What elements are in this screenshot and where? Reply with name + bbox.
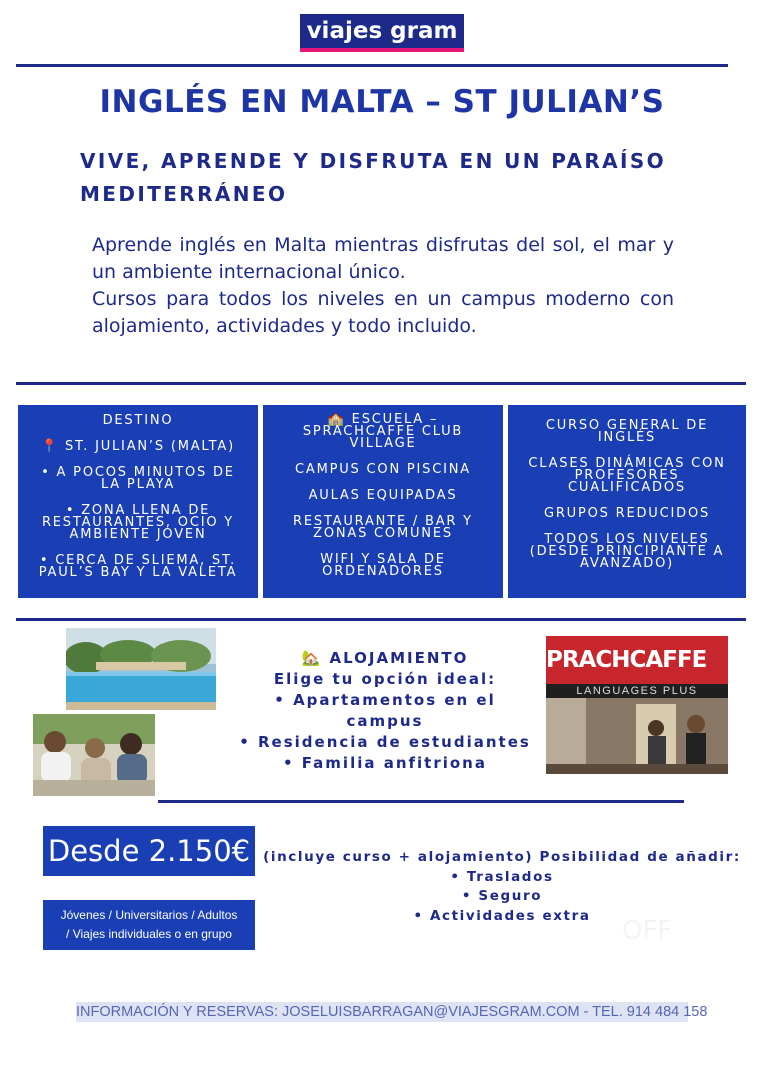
curso-item: CLASES DINÁMICAS CON bbox=[528, 456, 726, 471]
escuela-item: WIFI Y SALA DE bbox=[320, 552, 446, 567]
section-divider bbox=[158, 800, 684, 803]
contact-footer: INFORMACIÓN Y RESERVAS: JOSELUISBARRAGAN@VIAJESGRAM.COM - TEL. 914 484 158 bbox=[76, 1004, 708, 1020]
price-box: Desde 2.150€ bbox=[43, 826, 255, 876]
subtitle-line: VIVE, APRENDE Y DISFRUTA EN UN PARAÍSO bbox=[80, 149, 667, 173]
brand-logo bbox=[300, 14, 464, 52]
alojamiento-section bbox=[230, 648, 540, 774]
destino-item: • A POCOS MINUTOS DE bbox=[41, 465, 235, 480]
intro-text bbox=[92, 232, 674, 340]
escuela-item: ZONAS COMUNES bbox=[313, 526, 453, 541]
pool-photo-image bbox=[66, 628, 216, 710]
escuela-heading: 🏫 ESCUELA – bbox=[327, 412, 439, 427]
curso-item: PROFESORES bbox=[574, 468, 680, 483]
school-sign-subtext: LANGUAGES PLUS bbox=[546, 684, 728, 698]
pool-photo bbox=[66, 628, 216, 710]
logo-text: viajes gram bbox=[306, 18, 458, 44]
page-title: INGLÉS EN MALTA – ST JULIAN’S bbox=[99, 84, 665, 120]
alojamiento-option: • Apartamentos en el bbox=[274, 691, 496, 709]
alojamiento-option: • Familia anfitriona bbox=[283, 754, 487, 772]
school-courtyard-image bbox=[546, 698, 728, 774]
students-photo-image bbox=[33, 714, 155, 796]
subtitle-line: MEDITERRÁNEO bbox=[80, 182, 288, 206]
extras-item: • Actividades extra bbox=[413, 907, 591, 924]
destino-item: AMBIENTE JOVEN bbox=[69, 527, 207, 542]
destino-item: PAUL’S BAY Y LA VALETA bbox=[38, 565, 238, 580]
intro-paragraph: Aprende inglés en Malta mientras disfrutas del sol, el mar y un ambiente internacional único. bbox=[92, 234, 674, 283]
top-divider bbox=[16, 64, 728, 67]
escuela-item: RESTAURANTE / BAR Y bbox=[293, 514, 473, 529]
extras-section bbox=[262, 848, 742, 926]
students-photo bbox=[33, 714, 155, 796]
extras-item: • Seguro bbox=[461, 888, 543, 904]
extras-intro: (incluye curso + alojamiento) Posibilidad de añadir: bbox=[263, 849, 741, 865]
school-photo bbox=[546, 636, 728, 774]
escuela-heading: SPRACHCAFFE CLUB bbox=[302, 424, 464, 439]
destino-item: • ZONA LLENA DE bbox=[65, 503, 211, 518]
page-subtitle bbox=[80, 145, 720, 211]
curso-heading: INGLÉS bbox=[597, 430, 657, 445]
escuela-box bbox=[263, 405, 503, 598]
audience-box bbox=[43, 900, 255, 950]
curso-item: TODOS LOS NIVELES bbox=[544, 532, 710, 547]
alojamiento-heading: 🏡 ALOJAMIENTO bbox=[301, 649, 469, 667]
intro-paragraph: Cursos para todos los niveles en un campus moderno con alojamiento, actividades y todo incluido. bbox=[92, 288, 674, 337]
curso-item: CUALIFICADOS bbox=[568, 480, 686, 495]
logo-accent-bar bbox=[300, 48, 464, 52]
escuela-item: ORDENADORES bbox=[322, 564, 444, 579]
destino-location: 📍 ST. JULIAN’S (MALTA) bbox=[41, 439, 235, 454]
watermark-text: OFF bbox=[622, 916, 673, 946]
section-divider bbox=[16, 618, 746, 621]
escuela-item: AULAS EQUIPADAS bbox=[308, 488, 458, 503]
curso-item: GRUPOS REDUCIDOS bbox=[543, 506, 711, 521]
escuela-item: CAMPUS CON PISCINA bbox=[295, 462, 471, 477]
destino-box bbox=[18, 405, 258, 598]
audience-line: / Viajes individuales o en grupo bbox=[66, 927, 232, 941]
alojamiento-option: campus bbox=[346, 712, 424, 730]
alojamiento-intro: Elige tu opción ideal: bbox=[273, 670, 497, 688]
extras-item: • Traslados bbox=[450, 868, 554, 885]
destino-heading: DESTINO bbox=[102, 413, 174, 428]
alojamiento-option: • Residencia de estudiantes bbox=[239, 733, 531, 751]
curso-item: AVANZADO) bbox=[579, 556, 675, 571]
destino-item: • CERCA DE SLIEMA, ST. bbox=[39, 553, 237, 568]
school-sign-text: PRACHCAFFE bbox=[546, 636, 728, 684]
curso-item: (DESDE PRINCIPIANTE A bbox=[529, 544, 725, 559]
destino-item: LA PLAYA bbox=[100, 477, 176, 492]
destino-item: RESTAURANTES, OCIO Y bbox=[41, 515, 235, 530]
section-divider bbox=[16, 382, 746, 385]
audience-line: Jóvenes / Universitarios / Adultos bbox=[60, 908, 238, 922]
curso-heading: CURSO GENERAL DE bbox=[545, 418, 709, 433]
curso-box bbox=[508, 405, 746, 598]
escuela-heading: VILLAGE bbox=[349, 436, 417, 451]
